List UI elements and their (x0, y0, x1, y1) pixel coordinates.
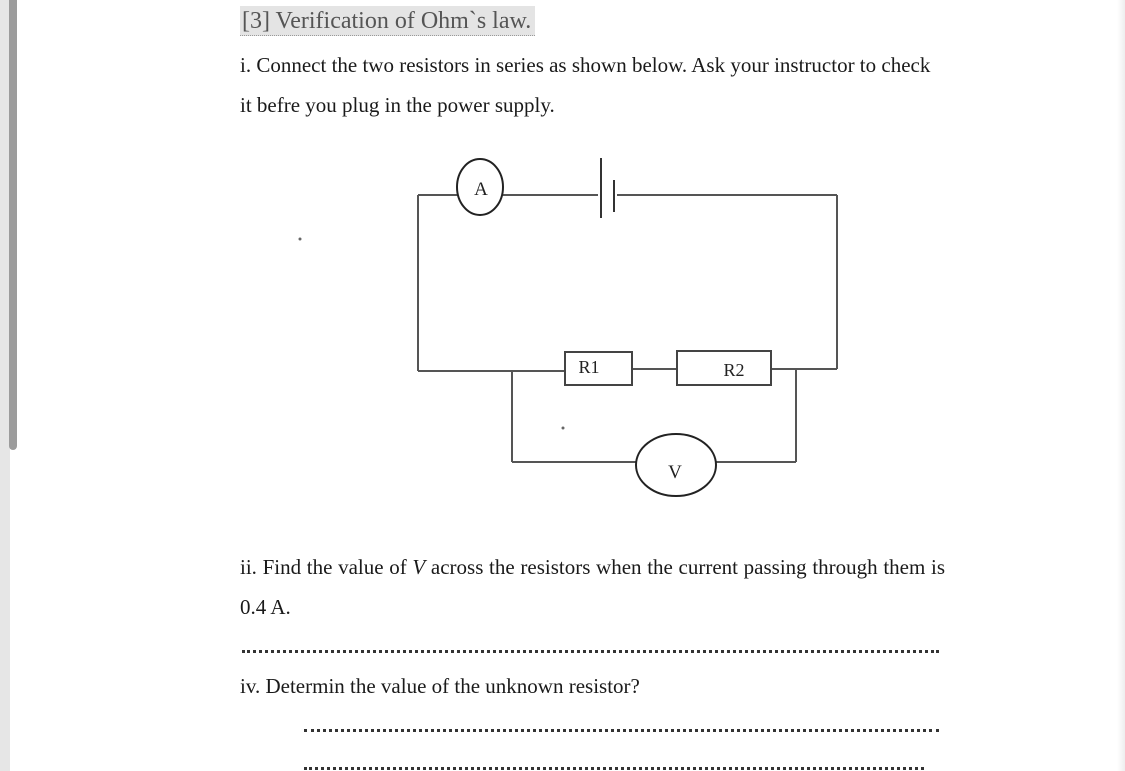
stray-dot (562, 427, 565, 430)
resistor-r2-label: R2 (723, 360, 745, 380)
question-2-variable: V (412, 555, 426, 579)
resistor-r1-label: R1 (578, 357, 600, 377)
question-1-text: i. Connect the two resistors in series as shown below. Ask your instructor to check it befre you plug in the power supply. (240, 53, 931, 117)
question-2-text (240, 547, 945, 627)
question-4-text: iv. Determin the value of the unknown resistor? (240, 674, 640, 698)
answer-line-4b[interactable] (304, 767, 924, 770)
stray-dot (299, 238, 302, 241)
question-2-part-2: across the resistors when the current passing through them is 0.4 A. (240, 555, 945, 619)
ammeter-label: A (474, 179, 488, 200)
section-heading: [3] Verification of Ohm`s law. (240, 6, 535, 36)
voltmeter-label: V (668, 462, 682, 483)
question-2-part-1: ii. Find the value of (240, 555, 413, 579)
answer-line-2[interactable] (242, 650, 939, 653)
answer-line-4a[interactable] (304, 729, 939, 732)
